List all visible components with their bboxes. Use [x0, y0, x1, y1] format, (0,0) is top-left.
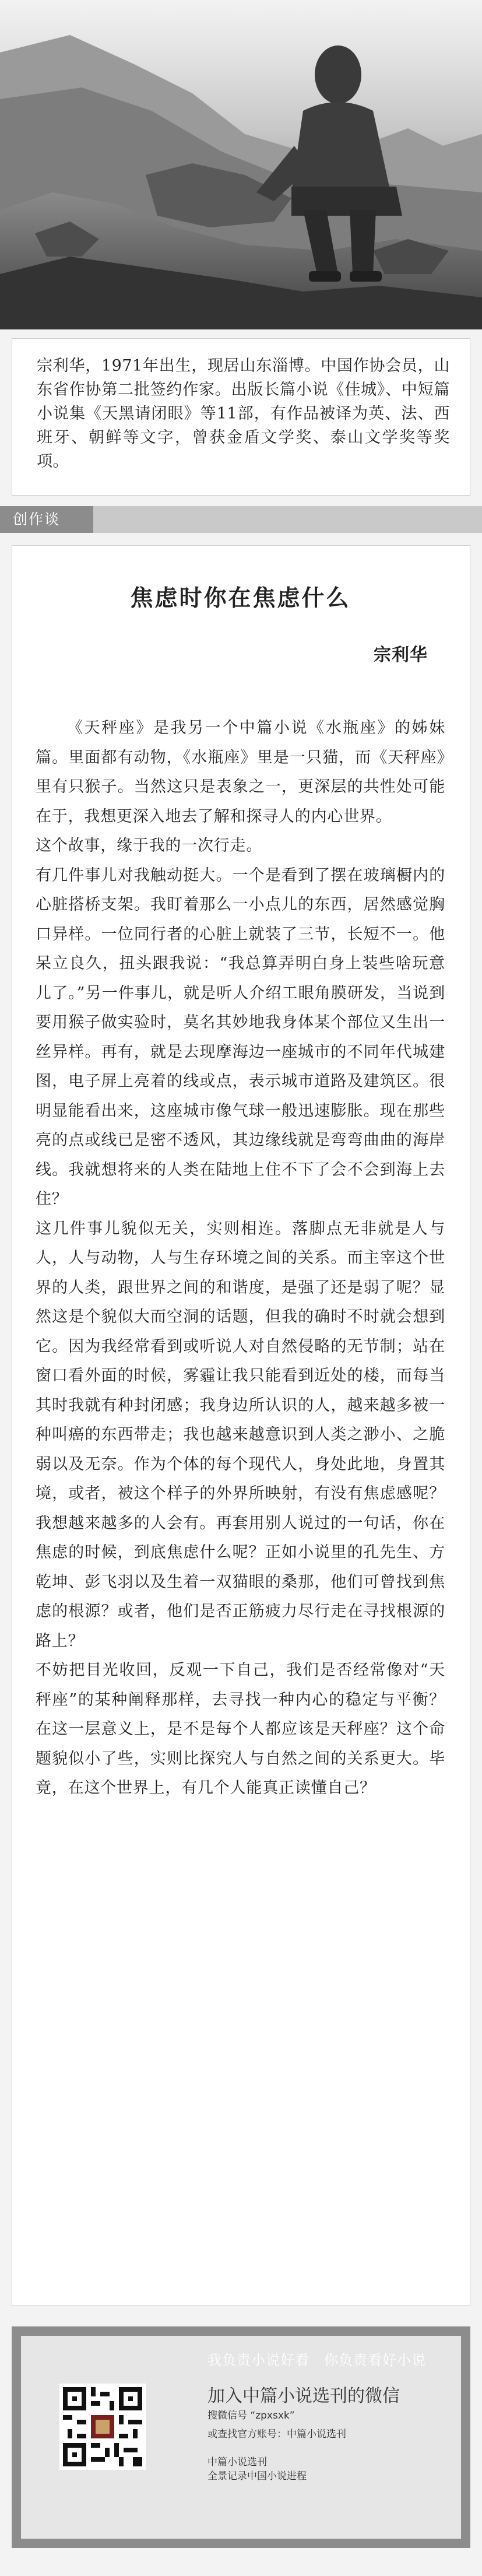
author-photo — [0, 0, 482, 329]
article-paragraph: 《天秤座》是我另一个中篇小说《水瓶座》的姊妹篇。里面都有动物，《水瓶座》里是一只猫，而《天秤座》里有只猴子。当然这只是表象之一，更深层的共性处可能在于，我想更深入地去了解和探寻人的内心世界。 — [36, 719, 445, 826]
article — [12, 545, 470, 2306]
footer-join-text: 加入中篇小说选刊的微信 — [207, 2386, 400, 2406]
article-paragraph: 不妨把目光收回，反观一下自己，我们是否经常像对“天秤座”的某种阐释那样，去寻找一种内心的稳定与平衡？在这一层意义上，是不是每个人都应该是天秤座？这个命题貌似小了些，实则比探究人与自然之间的关系更大。毕竟，在这个世界上，有几个人能真正读懂自己？ — [36, 1661, 445, 1797]
author-bio — [12, 338, 470, 496]
footer-slogan: 我负责小说好看 你负责看好小说 — [207, 2352, 426, 2368]
footer-official-account: 或查找官方账号：中篇小说选刊 — [207, 2428, 346, 2440]
footer-promo-inner — [21, 2336, 461, 2539]
article-paragraph: 这个故事，缘于我的一次行走。 — [36, 837, 263, 855]
footer-tagline: 全景记录中国小说进程 — [207, 2470, 307, 2482]
qr-code-icon[interactable] — [59, 2384, 146, 2470]
author-bio-text: 宗利华，1971年出生，现居山东淄博。中国作协会员，山东省作协第二批签约作家。出版长篇小说《佳城》、中短篇小说集《天黑请闭眼》等11部，有作品被译为英、法、西班牙、朝鲜等文字，曾获金盾文学奖、泰山文学奖等奖项。 — [37, 357, 450, 471]
article-body — [36, 714, 445, 1803]
article-title: 焦虑时你在焦虑什么 — [130, 585, 351, 612]
mountain-scene-image — [0, 0, 482, 329]
footer-wechat-id: 搜微信号 “zpxsxk” — [207, 2410, 295, 2421]
footer-promo — [12, 2326, 470, 2548]
article-paragraph: 这几件事儿貌似无关，实则相连。落脚点无非就是人与人，人与动物，人与生存环境之间的关系。而主宰这个世界的人类，跟世界之间的和谐度，是强了还是弱了呢？显然这是个貌似大而空洞的话题，但我的确时不时就会想到它。因为我经常看到或听说人对自然侵略的无节制；站在窗口看外面的时候，雾霾让我只能看到近处的楼，而每当其时我就有种封闭感；我身边所认识的人，越来越多被一种叫癌的东西带走；我也越来越意识到人类之渺小、之脆弱以及无奈。作为个体的每个现代人，身处此地，身置其境，或者，被这个样子的外界所映射，有没有焦虑感呢？我想越来越多的人会有。再套用别人说过的一句话，你在焦虑的时候，到底焦虑什么呢？正如小说里的孔先生、方乾坤、彭飞羽以及生着一双猫眼的桑那，他们可曾找到焦虑的根源？或者，他们是否正筋疲力尽行走在寻找根源的路上？ — [36, 1219, 445, 1650]
article-paragraph: 有几件事儿对我触动挺大。一个是看到了摆在玻璃橱内的心脏搭桥支架。我盯着那么一小点儿的东西，居然感觉胸口异样。一位同行者的心脏上就装了三节，长短不一。他呆立良久，扭头跟我说：“我总算弄明白身上装些啥玩意儿了。”另一件事儿，就是听人介绍工眼角膜研发，当说到要用猴子做实验时，莫名其妙地我身体某个部位又生出一丝异样。再有，就是去现摩海边一座城市的不同年代城建图，电子屏上亮着的线或点，表示城市道路及建筑区。很明显能看出来，这座城市像气球一般迅速膨胀。现在那些亮的点或线已是密不透风，其边缘线就是弯弯曲曲的海岸线。我就想将来的人类在陆地上住不下了会不会到海上去住？ — [36, 866, 445, 1208]
section-label: 创作谈 — [0, 506, 93, 533]
footer-magazine-name: 中篇小说选刊 — [207, 2456, 267, 2468]
section-band — [0, 506, 482, 533]
article-author: 宗利华 — [374, 645, 428, 665]
